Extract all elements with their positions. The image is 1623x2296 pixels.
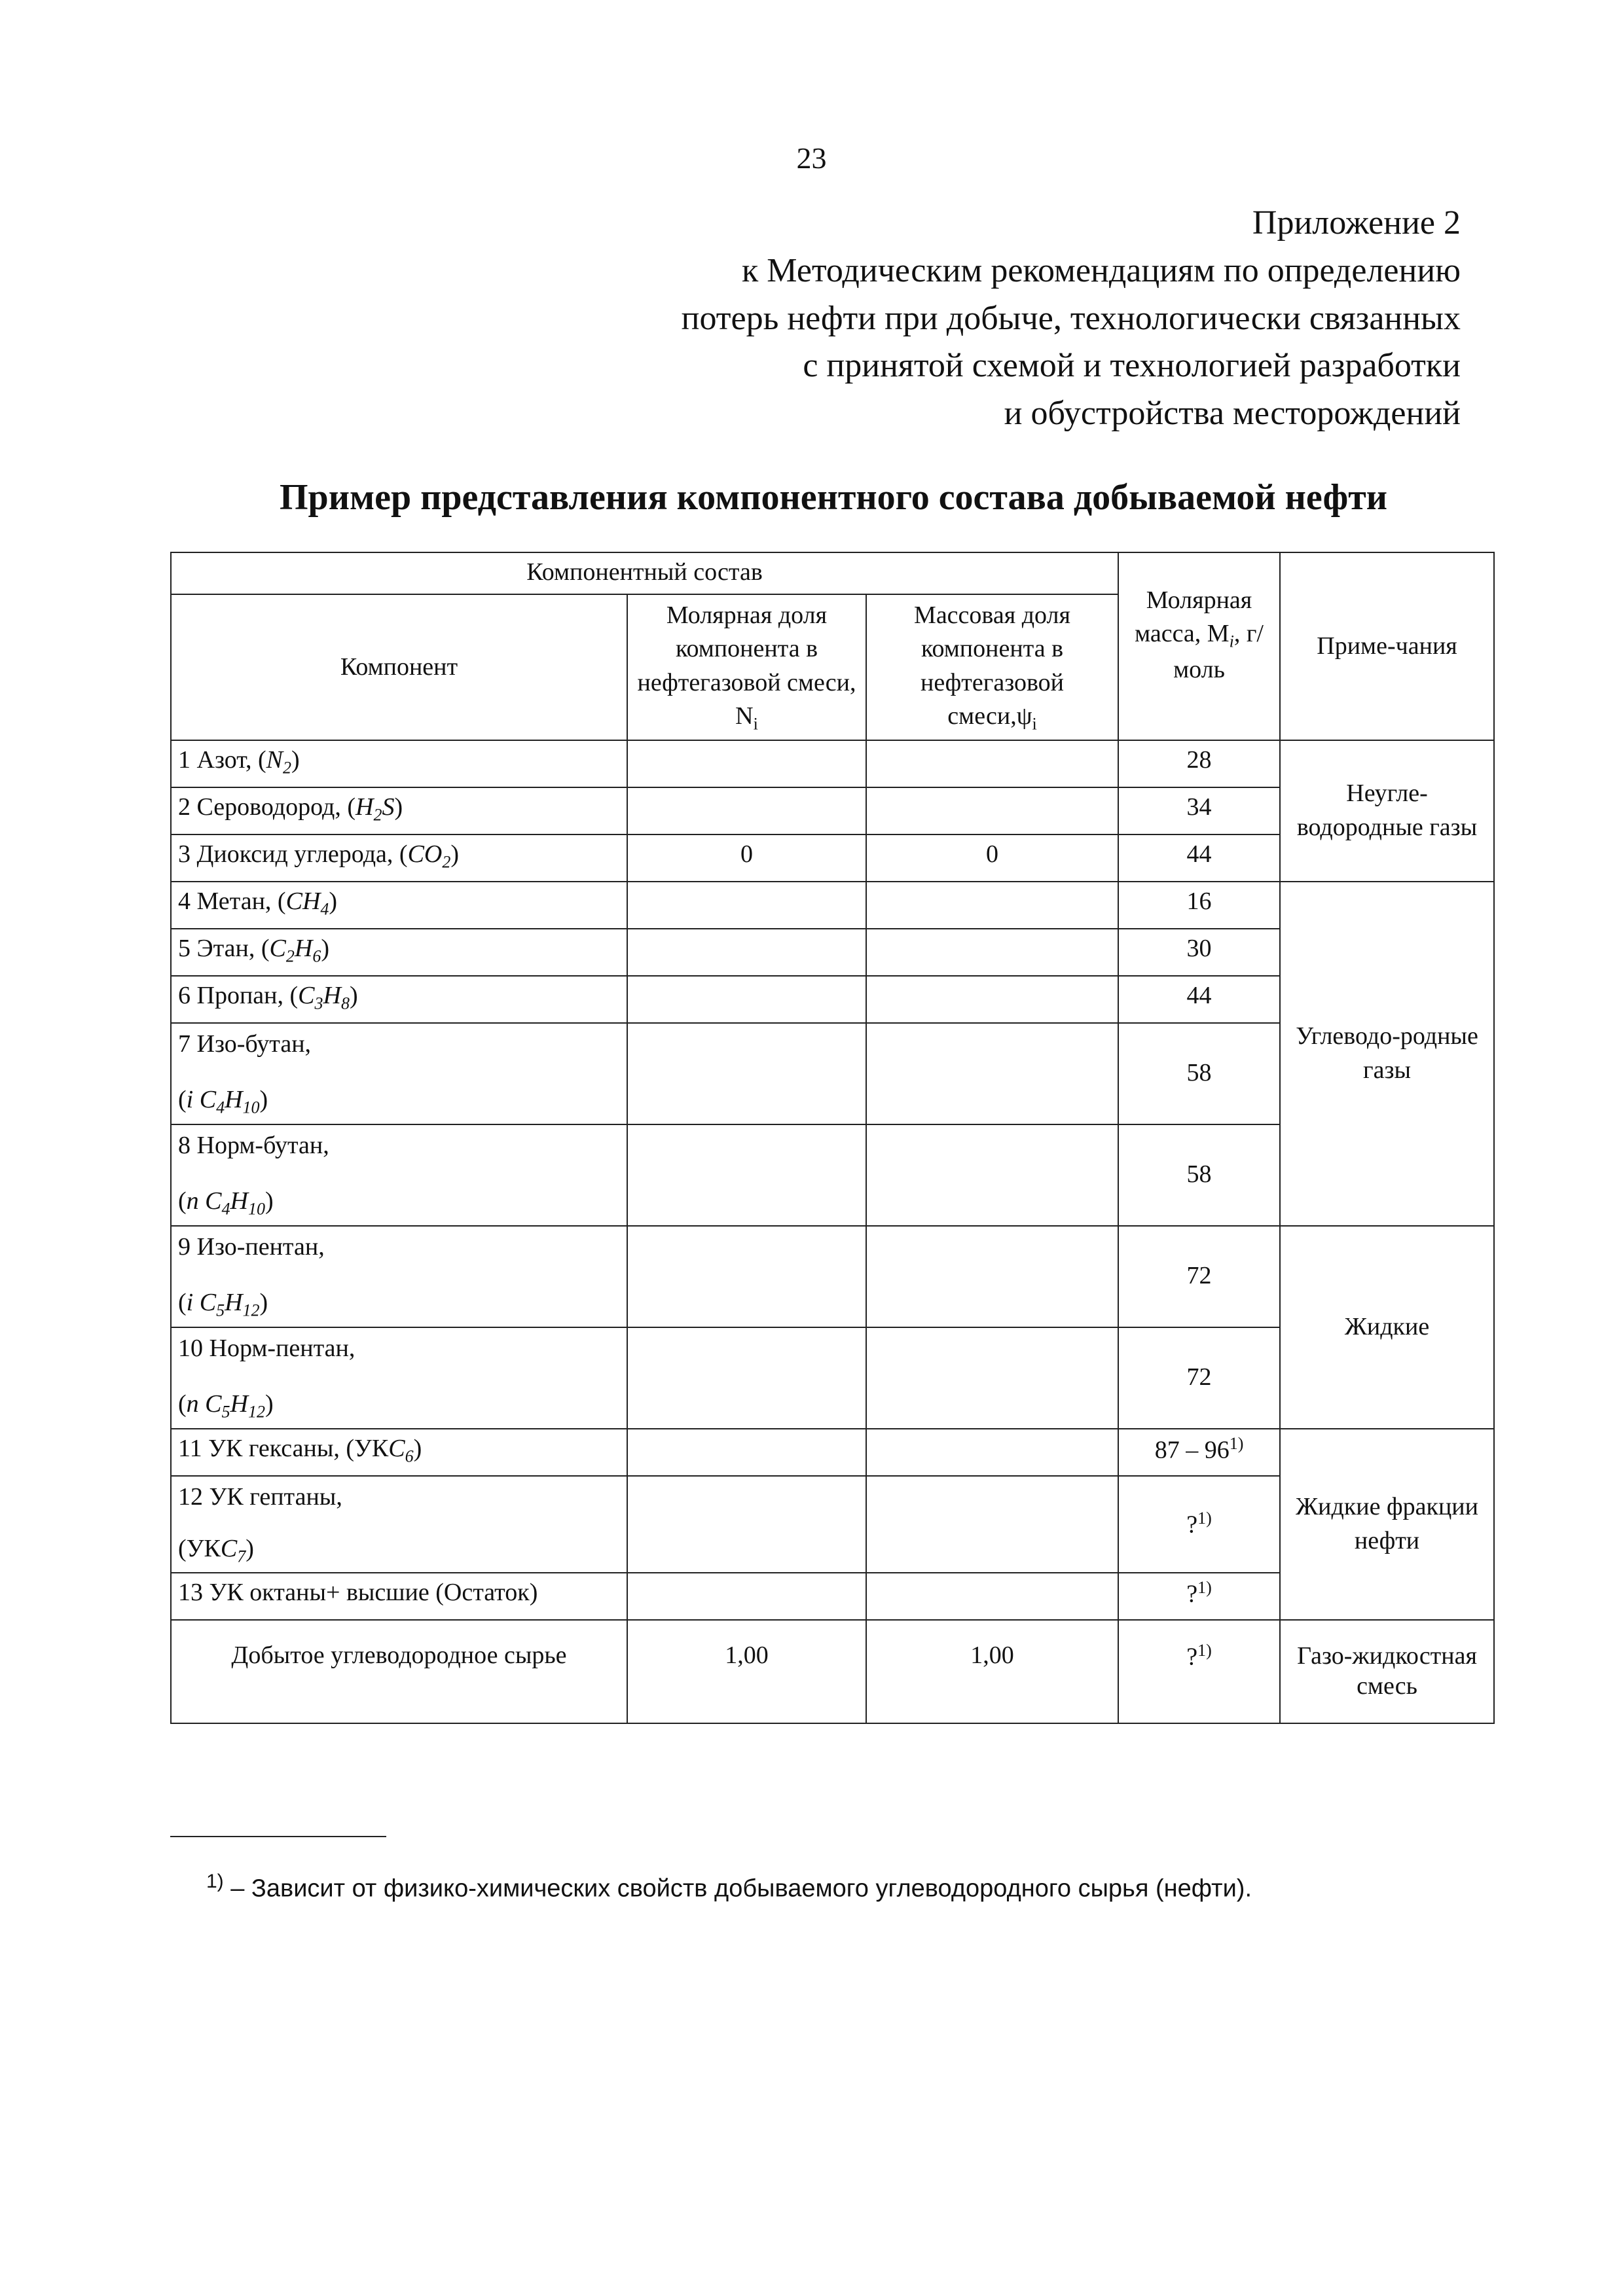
page-number: 23 [796, 141, 827, 175]
molar-mass-cell: 16 [1118, 882, 1280, 929]
molar-fraction-cell [627, 1429, 866, 1476]
appendix-line-1: Приложение 2 [1252, 204, 1461, 242]
appendix-line-3: потерь нефти при добыче, технологически связанных [681, 299, 1461, 337]
molar-fraction-cell [627, 740, 866, 787]
component-name: 6 Пропан, $(C_3H_8)$ [171, 976, 627, 1023]
component-name: 7 Изо-бутан, (i $C_4H_{10}$) [171, 1023, 627, 1124]
molar-fraction-cell [627, 1573, 866, 1620]
molar-mass-cell: 87 – 96$^{1)}$ [1118, 1429, 1280, 1476]
note-hydrocarbon-gases: Углеводо-родные газы [1280, 882, 1494, 1226]
appendix-line-4: с принятой схемой и технологией разработки [803, 347, 1461, 385]
mass-fraction-cell [866, 1476, 1118, 1573]
table-row [171, 1226, 1494, 1327]
component-name: 11 УК гексаны, $(УКC_6)$ [171, 1429, 627, 1476]
component-name: 1 Азот, $(N_2)$ [171, 740, 627, 787]
molar-fraction-cell [627, 1226, 866, 1327]
mass-fraction-cell [866, 1124, 1118, 1226]
footnote-text: – Зависит от физико-химических свойств добываемого углеводородного сырья (нефти). [223, 1874, 1252, 1903]
molar-mass-cell: ?$^{1)}$ [1118, 1573, 1280, 1620]
molar-mass-cell: ?$^{1)}$ [1118, 1476, 1280, 1573]
header-molar-fraction: Молярная доля компонента в нефтегазовой смеси, $N_i$ [627, 594, 866, 740]
molar-mass-cell: 28 [1118, 740, 1280, 787]
molar-mass-cell: 30 [1118, 929, 1280, 976]
appendix-line-2: к Методическим рекомендациям по определению [742, 251, 1461, 289]
note-non-hydrocarbon-gases: Неугле-водородные газы [1280, 740, 1494, 882]
note-liquid-oil-fractions: Жидкие фракции нефти [1280, 1429, 1494, 1620]
molar-mass-cell: 44 [1118, 834, 1280, 882]
total-name: Добытое углеводородное сырье [171, 1620, 627, 1723]
header-component: Компонент [171, 594, 627, 740]
table-row-total [171, 1620, 1494, 1723]
molar-mass-cell: 58 [1118, 1023, 1280, 1124]
mass-fraction-cell [866, 1573, 1118, 1620]
mass-fraction-cell [866, 787, 1118, 834]
mass-fraction-cell [866, 1327, 1118, 1429]
total-mass-fraction: 1,00 [866, 1620, 1118, 1723]
molar-mass-cell: 72 [1118, 1226, 1280, 1327]
molar-fraction-cell: 0 [627, 834, 866, 882]
table-row [171, 882, 1494, 929]
component-name: 8 Норм-бутан, (n $C_4H_{10}$) [171, 1124, 627, 1226]
mass-fraction-cell [866, 740, 1118, 787]
molar-mass-cell: 58 [1118, 1124, 1280, 1226]
molar-fraction-cell [627, 1023, 866, 1124]
component-name: 2 Сероводород, $(H_2S)$ [171, 787, 627, 834]
component-name: 10 Норм-пентан, (n $C_5H_{12}$) [171, 1327, 627, 1429]
molar-fraction-cell [627, 1327, 866, 1429]
footnote-mark: 1) [206, 1871, 224, 1892]
total-molar-fraction: 1,00 [627, 1620, 866, 1723]
component-name: 4 Метан, $(CH_4)$ [171, 882, 627, 929]
document-title: Пример представления компонентного состава добываемой нефти [280, 477, 1387, 518]
header-molar-mass: Молярная масса, $M_i$, г/моль [1118, 552, 1280, 740]
component-name: 12 УК гептаны, $(УКC_7)$ [171, 1476, 627, 1573]
molar-fraction-cell [627, 976, 866, 1023]
component-name: 5 Этан, $(C_2H_6)$ [171, 929, 627, 976]
mass-fraction-cell [866, 976, 1118, 1023]
table-row [171, 1429, 1494, 1476]
total-molar-mass: ?$^{1)}$ [1118, 1620, 1280, 1723]
molar-fraction-cell [627, 787, 866, 834]
molar-mass-cell: 44 [1118, 976, 1280, 1023]
footnote [206, 1871, 1252, 1903]
component-name: 9 Изо-пентан, (i $C_5H_{12}$) [171, 1226, 627, 1327]
appendix-header [682, 200, 1461, 438]
note-gas-liquid-mixture: Газо-жидкостная смесь [1280, 1620, 1494, 1723]
appendix-line-5: и обустройства месторождений [1004, 395, 1461, 433]
composition-table [170, 552, 1493, 1724]
note-liquid: Жидкие [1280, 1226, 1494, 1429]
molar-fraction-cell [627, 929, 866, 976]
mass-fraction-cell: 0 [866, 834, 1118, 882]
molar-fraction-cell [627, 1124, 866, 1226]
mass-fraction-cell [866, 929, 1118, 976]
header-mass-fraction: Массовая доля компонента в нефтегазовой $смеси,\psi_i$ [866, 594, 1118, 740]
header-component-composition: Компонентный состав [171, 552, 1118, 594]
footnote-separator [170, 1836, 386, 1837]
mass-fraction-cell [866, 882, 1118, 929]
molar-fraction-cell [627, 1476, 866, 1573]
header-notes: Приме-чания [1280, 552, 1494, 740]
mass-fraction-cell [866, 1226, 1118, 1327]
molar-mass-cell: 72 [1118, 1327, 1280, 1429]
table-row [171, 740, 1494, 787]
molar-fraction-cell [627, 882, 866, 929]
mass-fraction-cell [866, 1023, 1118, 1124]
component-name: 13 УК октаны+ высшие (Остаток) [171, 1573, 627, 1620]
molar-mass-cell: 34 [1118, 787, 1280, 834]
component-name: 3 Диоксид углерода, $(CO_2)$ [171, 834, 627, 882]
mass-fraction-cell [866, 1429, 1118, 1476]
